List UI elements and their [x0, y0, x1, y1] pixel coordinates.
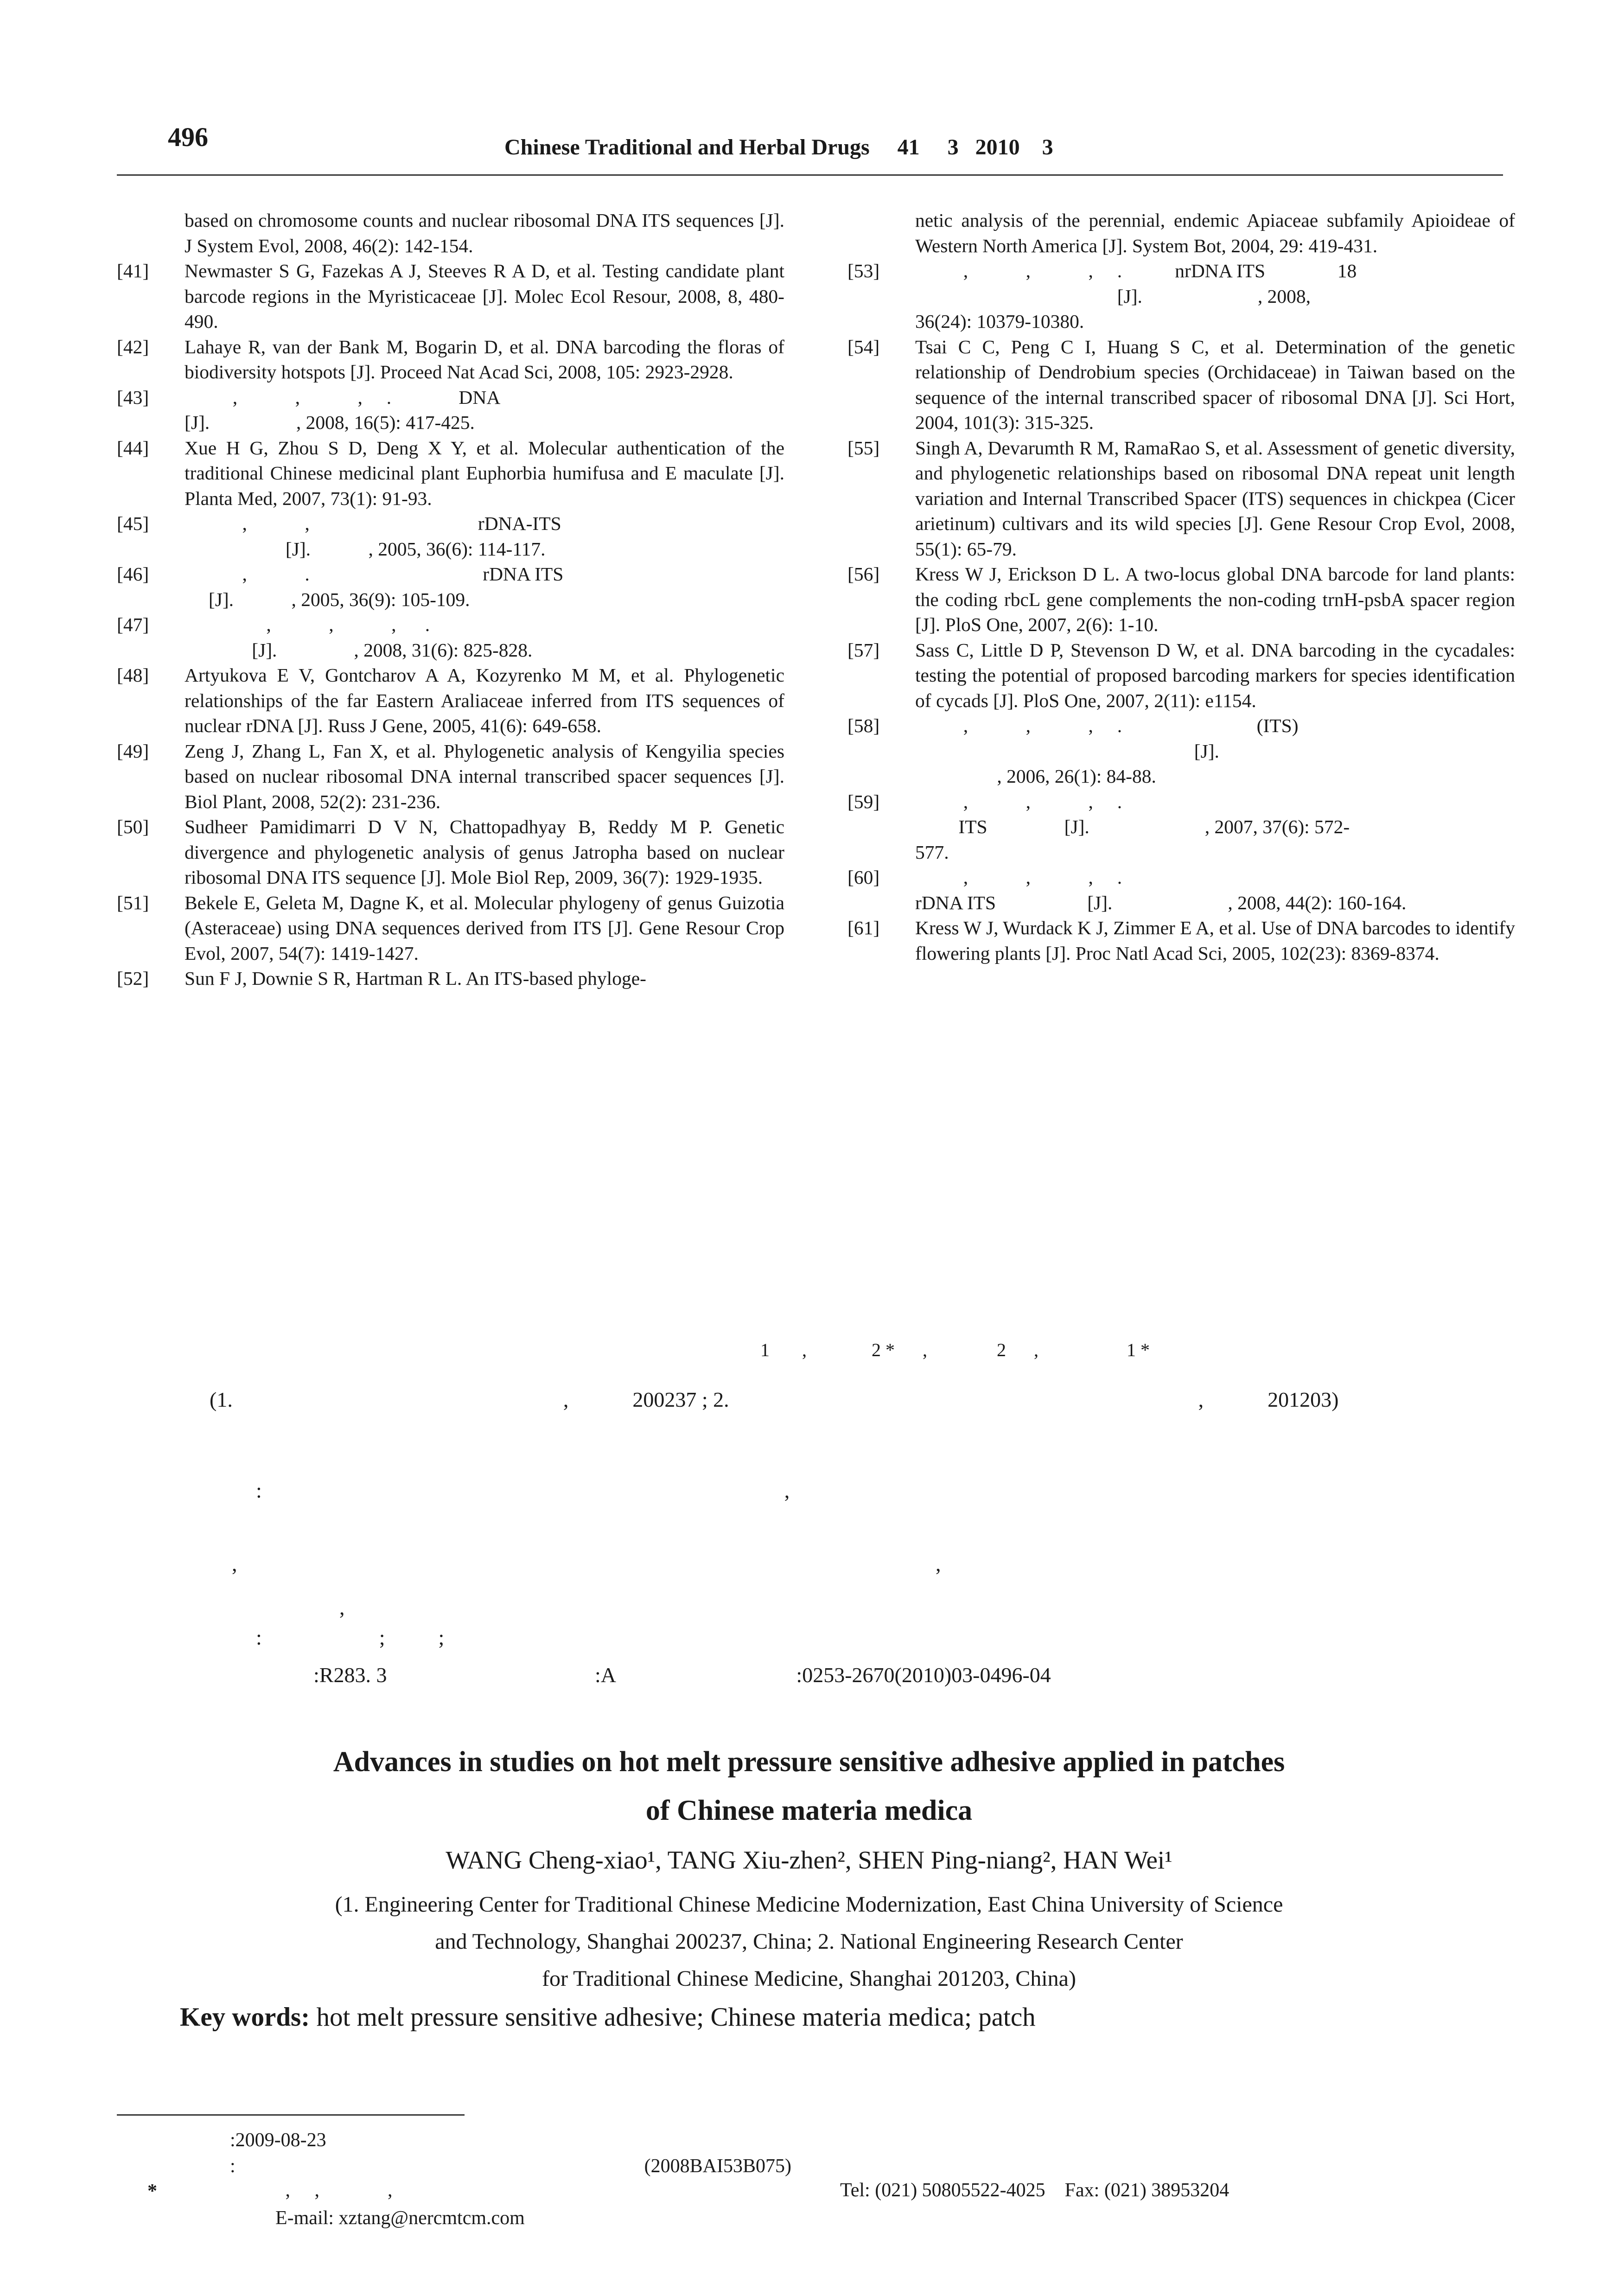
chinese-abstract-line-2: , , [232, 1552, 941, 1575]
reference-entry [117, 739, 790, 815]
english-authors: WANG Cheng-xiao¹, TANG Xiu-zhen², SHEN Ping-niang², HAN Wei¹ [446, 1846, 1172, 1874]
reference-entry [847, 789, 1515, 865]
reference-text: Xue H G, Zhou S D, Deng X Y, et al. Molecular authentication of the traditional Chinese medicinal plant Euphorbia humifusa and E maculate [J]. Planta Med, 2007, 73(1): 91-93. [185, 437, 790, 509]
reference-number: [44] [117, 437, 149, 459]
reference-number: [59] [847, 791, 880, 812]
reference-entry [847, 561, 1520, 638]
journal-header: Chinese Traditional and Herbal Drugs 41 3 2010 3 [504, 135, 1053, 159]
reference-entry [117, 663, 790, 739]
reference-number: [49] [117, 740, 149, 762]
reference-entry [117, 334, 790, 385]
reference-text: Artyukova E V, Gontcharov A A, Kozyrenko M M, et al. Phylogenetic relationships of the far Eastern Araliaceae inferred from ITS sequences of nuclear rDNA [J]. Russ J Gene, 2005, 41(6): 649-658. [185, 664, 790, 736]
footnote-received: :2009-08-23 [230, 2130, 326, 2151]
reference-entry [847, 638, 1520, 714]
reference-text: , , , . (ITS) [J]. , 2006, 26(1): 84-88. [963, 715, 1299, 787]
reference-text: , , rDNA-ITS [J]. , 2005, 36(6): 114-117. [242, 513, 561, 560]
reference-number: [51] [117, 892, 149, 913]
footnote-corresponding: , , , [232, 2180, 393, 2201]
reference-number: [54] [847, 336, 880, 357]
reference-number: [47] [117, 614, 149, 635]
reference-entry [117, 435, 790, 511]
reference-text: Newmaster S G, Fazekas A J, Steeves R A D, et al. Testing candidate plant barcode regions in the Myristicaceae [J]. Molec Ecol Resour, 2008, 8, 480-490. [185, 260, 790, 332]
reference-entry [117, 966, 784, 991]
reference-entry [847, 865, 1515, 915]
reference-entry [847, 713, 1515, 789]
reference-entry [117, 890, 790, 966]
reference-number: [42] [117, 336, 149, 357]
chinese-abstract-line-1: : , [256, 1479, 790, 1502]
english-title-line-1: Advances in studies on hot melt pressure sensitive adhesive applied in patches [333, 1746, 1285, 1778]
footnote-email: E-mail: xztang@nercmtcm.com [275, 2207, 525, 2229]
reference-number: [61] [847, 917, 880, 938]
reference-text: Singh A, Devarumth R M, RamaRao S, et al. Assessment of genetic diversity, and phylogenetic relationships based on ribosomal DNA repeat unit length variation and Internal Transcribed Spacer (ITS) sequences in chickpea (Cicer arietinum) cultivars and its wild species [J]. Gene Resour Crop Evol, 2008, 55(1): 65-79. [915, 437, 1520, 560]
reference-text: Sun F J, Downie S R, Hartman R L. An ITS-based phyloge- [185, 968, 646, 989]
footnote-fund: : (2008BAI53B075) [230, 2156, 791, 2177]
english-keywords [180, 2002, 1036, 2032]
reference-text: Kress W J, Wurdack K J, Zimmer E A, et al. Use of DNA barcodes to identify flowering plants [J]. Proc Natl Acad Sci, 2005, 102(23): 8369-8374. [915, 917, 1520, 964]
chinese-abstract-line-3: , [339, 1595, 345, 1619]
reference-number: [53] [847, 260, 880, 281]
reference-text: Sudheer Pamidimarri D V N, Chattopadhyay B, Reddy M P. Genetic divergence and phylogenetic analysis of genus Jatropha based on nuclear ribosomal DNA ITS sequence [J]. Mole Biol Rep, 2009, 36(7): 1929-1935. [185, 816, 790, 888]
reference-number: [50] [117, 816, 149, 837]
chinese-affiliation-line: (1. , 200237 ; 2. , 201203) [210, 1388, 1339, 1411]
reference-text: Sass C, Little D P, Stevenson D W, et al. DNA barcoding in the cycadales: testing the potential of proposed barcoding markers for species identification of cycads [J]. PloS One, 2007, 2(11): e1154. [915, 639, 1520, 711]
english-title-line-2: of Chinese materia medica [645, 1795, 973, 1826]
page-number: 496 [168, 122, 208, 152]
keywords-text: hot melt pressure sensitive adhesive; Chinese materia medica; patch [316, 2003, 1036, 2032]
right-reference-list [847, 258, 1520, 966]
reference-number: [45] [117, 513, 149, 534]
reference-text: , , , . ITS [J]. , 2007, 37(6): 572- 577. [915, 791, 1350, 863]
english-affiliation-line-3: for Traditional Chinese Medicine, Shanghai 201203, China) [542, 1966, 1076, 1991]
reference-text: , , , . DNA [J]. , 2008, 16(5): 417-425. [185, 386, 501, 433]
reference-entry [117, 258, 790, 334]
reference-entry [847, 915, 1520, 966]
reference-text: Zeng J, Zhang L, Fan X, et al. Phylogenetic analysis of Kengyilia species based on nuclear ribosomal DNA internal transcribed spacer sequences [J]. Biol Plant, 2008, 52(2): 231-236. [185, 740, 790, 812]
reference-number: [46] [117, 563, 149, 585]
reference-entry [847, 258, 1515, 334]
footnote-corresponding-star: * [147, 2181, 157, 2202]
reference-text: , , , . [J]. , 2008, 31(6): 825-828. [252, 614, 533, 661]
reference-entry [117, 385, 784, 435]
reference-number: [57] [847, 639, 880, 661]
reference-text: Kress W J, Erickson D L. A two-locus global DNA barcode for land plants: the coding rbcL gene complements the non-coding trnH-psbA spacer region [J]. PloS One, 2007, 2(6): 1-10. [915, 563, 1520, 635]
chinese-authors-line: 1 , 2 * , 2 , 1 * [654, 1339, 1150, 1360]
reference-number: [41] [117, 260, 149, 281]
reference-entry [847, 334, 1520, 435]
reference-entry [117, 561, 784, 612]
reference-entry [117, 612, 784, 663]
keywords-label: Key words: [180, 2003, 310, 2032]
reference-text: , , , . rDNA ITS [J]. , 2008, 44(2): 160-164. [915, 867, 1407, 913]
right-reference-column [847, 208, 1520, 966]
english-affiliation-line-1: (1. Engineering Center for Traditional Chinese Medicine Modernization, East China University of Science [335, 1892, 1283, 1917]
reference-text: Tsai C C, Peng C I, Huang S C, et al. Determination of the genetic relationship of Dendrobium species (Orchidaceae) in Taiwan based on the sequence of the internal transcribed spacer of ribosomal DNA [J]. Sci Hort, 2004, 101(3): 315-325. [915, 336, 1520, 433]
reference-text: Lahaye R, van der Bank M, Bogarin D, et al. DNA barcoding the floras of biodiversity hotspots [J]. Proceed Nat Acad Sci, 2008, 105: 2923-2928. [185, 336, 790, 383]
header-rule [117, 174, 1503, 176]
reference-entry [117, 511, 784, 561]
reference-text: , , , . nrDNA ITS 18 [J]. , 2008, 36(24): 10379-10380. [915, 260, 1357, 332]
reference-number: [43] [117, 386, 149, 408]
left-reference-column [117, 208, 790, 991]
chinese-keywords-line: : ; ; [256, 1626, 445, 1649]
reference-number: [58] [847, 715, 880, 736]
english-affiliation-line-2: and Technology, Shanghai 200237, China; 2. National Engineering Research Center [435, 1929, 1183, 1954]
footnote-rule [117, 2114, 465, 2116]
ref-continuation-right: netic analysis of the perennial, endemic Apiaceae subfamily Apioideae of Western North America [J]. System Bot, 2004, 29: 419-431. [915, 210, 1515, 256]
reference-number: [56] [847, 563, 880, 585]
footnote-contact: Tel: (021) 50805522-4025 Fax: (021) 38953204 [840, 2180, 1229, 2201]
left-reference-list [117, 258, 790, 991]
ref-continuation-left: based on chromosome counts and nuclear ribosomal DNA ITS sequences [J]. J System Evol, 2008, 46(2): 142-154. [185, 210, 784, 256]
reference-text: , . rDNA ITS [J]. , 2005, 36(9): 105-109. [208, 563, 564, 610]
reference-text: Bekele E, Geleta M, Dagne K, et al. Molecular phylogeny of genus Guizotia (Asteraceae) using DNA sequences derived from ITS [J]. Gene Resour Crop Evol, 2007, 54(7): 1419-1427. [185, 892, 790, 964]
reference-entry [117, 814, 790, 890]
classification-line: :R283. 3 :A :0253-2670(2010)03-0496-04 [313, 1663, 1051, 1687]
reference-number: [48] [117, 664, 149, 686]
reference-number: [52] [117, 968, 149, 989]
reference-number: [60] [847, 867, 880, 888]
reference-entry [847, 435, 1520, 562]
reference-number: [55] [847, 437, 880, 459]
